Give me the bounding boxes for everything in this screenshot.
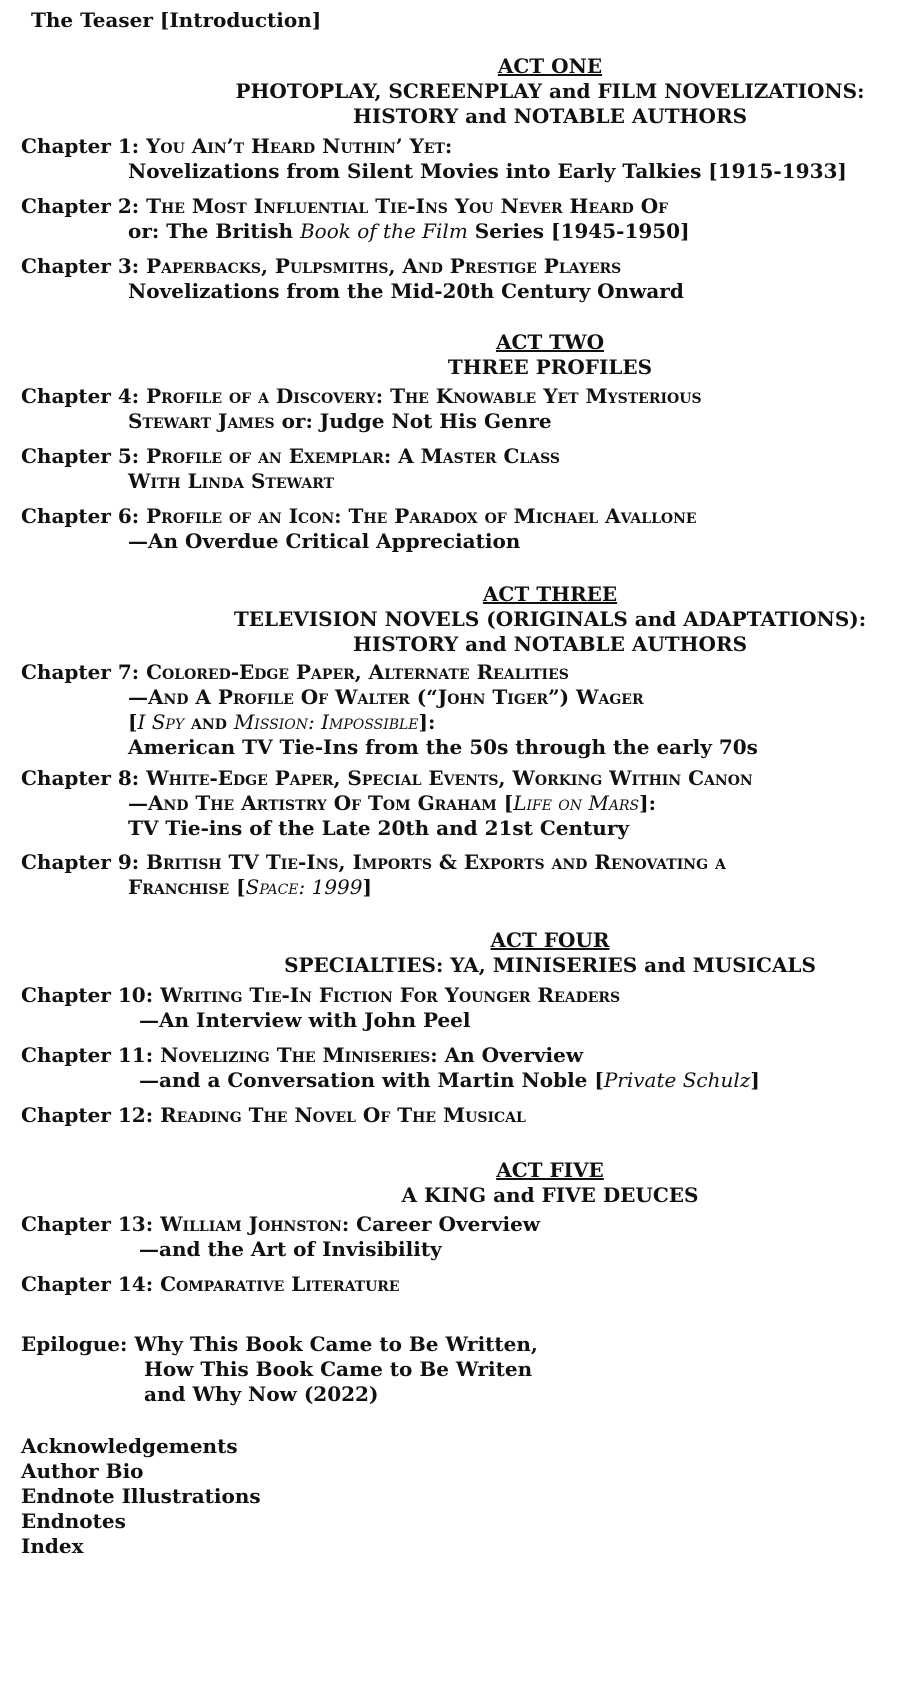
intro-entry: The Teaser [Introduction] [31,8,322,32]
subtitle-text: [ [128,710,138,734]
chapter-subtitle: American TV Tie-Ins from the 50s through the early 70s [128,735,758,759]
chapter-subtitle: Novelizations from the Mid-20th Century Onward [128,279,684,303]
chapter-2 [21,194,690,244]
chapter-subtitle [128,875,726,900]
epilogue-line: Why This Book Came to Be Written, [134,1332,538,1356]
subtitle-text: ] [750,1068,760,1092]
chapter-3 [21,254,684,304]
chapter-title: Colored-Edge Paper, Alternate Realities [146,660,569,684]
chapter-label: Chapter 8: [21,766,140,790]
subtitle-text: Franchise [ [128,875,246,899]
epilogue-line: How This Book Came to Be Writen [144,1357,533,1381]
list-item: Acknowledgements [21,1434,238,1458]
act-subtitle: A KING and FIVE DEUCES [401,1183,699,1207]
subtitle-italic: Book of the Film [299,219,468,243]
chapter-subtitle: —An Interview with John Peel [139,1008,471,1032]
subtitle-text: ]: [418,710,436,734]
chapter-title: Novelizing The Miniseries: [160,1043,438,1067]
act-five-heading [200,1158,900,1208]
subtitle-text: ]: [639,791,656,815]
chapter-1 [21,134,847,184]
act-two-heading [200,330,900,380]
chapter-label: Chapter 14: [21,1272,154,1296]
chapter-title: British TV Tie-Ins, Imports & Exports and Renovating a [146,850,726,874]
chapter-subtitle: —An Overdue Critical Appreciation [128,529,521,553]
list-item: Author Bio [21,1459,144,1483]
chapter-9 [21,850,726,900]
act-title: ACT FIVE [496,1158,604,1182]
chapter-label: Chapter 13: [21,1212,154,1236]
epilogue-line: and Why Now (2022) [144,1382,379,1406]
chapter-subtitle [139,1068,760,1093]
chapter-title-tail: An Overview [437,1043,584,1067]
chapter-label: Chapter 11: [21,1043,154,1067]
chapter-title: Profile of an Icon: The Paradox of Michael Avallone [146,504,697,528]
chapter-label: Chapter 10: [21,983,154,1007]
chapter-subtitle: With Linda Stewart [128,469,335,493]
chapter-subtitle [128,219,690,244]
subtitle-text: ] [362,875,372,899]
chapter-subtitle: —and the Art of Invisibility [139,1237,442,1261]
act-title: ACT TWO [495,330,605,354]
chapter-7 [21,660,758,760]
chapter-label: Chapter 4: [21,384,140,408]
chapter-8 [21,766,753,841]
act-title: ACT FOUR [490,928,610,952]
act-subtitle: SPECIALTIES: YA, MINISERIES and MUSICALS [284,953,816,977]
chapter-label: Chapter 5: [21,444,140,468]
act-subtitle: PHOTOPLAY, SCREENPLAY and FILM NOVELIZATIONS: [235,79,865,103]
act-title: ACT THREE [482,582,618,606]
chapter-title-tail: Career Overview [349,1212,541,1236]
act-subtitle: THREE PROFILES [447,355,653,379]
chapter-title: Reading The Novel Of The Musical [160,1103,526,1127]
chapter-title: The Most Influential Tie-Ins You Never Heard Of [146,194,669,218]
chapter-10 [21,983,620,1033]
act-title: ACT ONE [497,54,603,78]
subtitle-text: or: The British [128,219,300,243]
act-four-heading [200,928,900,978]
chapter-label: Chapter 3: [21,254,140,278]
chapter-subtitle [128,409,702,434]
chapter-subtitle: TV Tie-ins of the Late 20th and 21st Century [128,816,629,840]
subtitle-text: Stewart James [128,409,275,433]
subtitle-italic: Space: 1999 [245,875,363,899]
chapter-title: Paperbacks, Pulpsmiths, And Prestige Players [146,254,622,278]
list-item: Index [21,1534,84,1558]
chapter-subtitle [128,710,758,735]
chapter-label: Chapter 9: [21,850,140,874]
subtitle-text: or: Judge Not His Genre [274,409,552,433]
chapter-subtitle [128,791,753,816]
subtitle-italic: Mission: Impossible [233,710,419,734]
epilogue [21,1332,538,1407]
chapter-label: Chapter 1: [21,134,140,158]
chapter-6 [21,504,697,554]
back-matter-list [21,1434,261,1559]
chapter-13 [21,1212,540,1262]
chapter-label: Chapter 12: [21,1103,154,1127]
chapter-label: Chapter 6: [21,504,140,528]
chapter-12 [21,1103,526,1128]
chapter-label: Chapter 2: [21,194,140,218]
act-subtitle: HISTORY and NOTABLE AUTHORS [352,632,748,656]
chapter-title: Profile of a Discovery: The Knowable Yet Mysterious [146,384,702,408]
subtitle-text: Series [1945-1950] [467,219,690,243]
subtitle-text: —And The Artistry Of Tom Graham [ [128,791,514,815]
list-item: Endnote Illustrations [21,1484,261,1508]
chapter-subtitle: —And A Profile Of Walter (“John Tiger”) Wager [128,685,644,709]
act-subtitle: TELEVISION NOVELS (ORIGINALS and ADAPTATIONS): [233,607,867,631]
chapter-label: Chapter 7: [21,660,140,684]
chapter-title: Comparative Literature [160,1272,400,1296]
chapter-subtitle: Novelizations from Silent Movies into Early Talkies [1915-1933] [128,159,847,183]
subtitle-italic: I Spy [137,710,185,734]
list-item: Endnotes [21,1509,126,1533]
chapter-5 [21,444,560,494]
subtitle-text: —and a Conversation with Martin Noble [ [139,1068,604,1092]
subtitle-italic: Life on Mars [513,791,640,815]
chapter-title: Profile of an Exemplar: A Master Class [146,444,560,468]
subtitle-text: and [184,710,234,734]
chapter-title: Writing Tie-In Fiction For Younger Readers [160,983,621,1007]
epilogue-label: Epilogue: [21,1332,128,1356]
chapter-title: William Johnston: [160,1212,350,1236]
chapter-11 [21,1043,760,1093]
act-three-heading [200,582,900,657]
chapter-4 [21,384,702,434]
chapter-14 [21,1272,400,1297]
subtitle-italic: Private Schulz [603,1068,751,1092]
chapter-title: You Ain’t Heard Nuthin’ Yet: [146,134,453,158]
act-one-heading [200,54,900,129]
act-subtitle: HISTORY and NOTABLE AUTHORS [352,104,748,128]
chapter-title: White-Edge Paper, Special Events, Working Within Canon [146,766,753,790]
